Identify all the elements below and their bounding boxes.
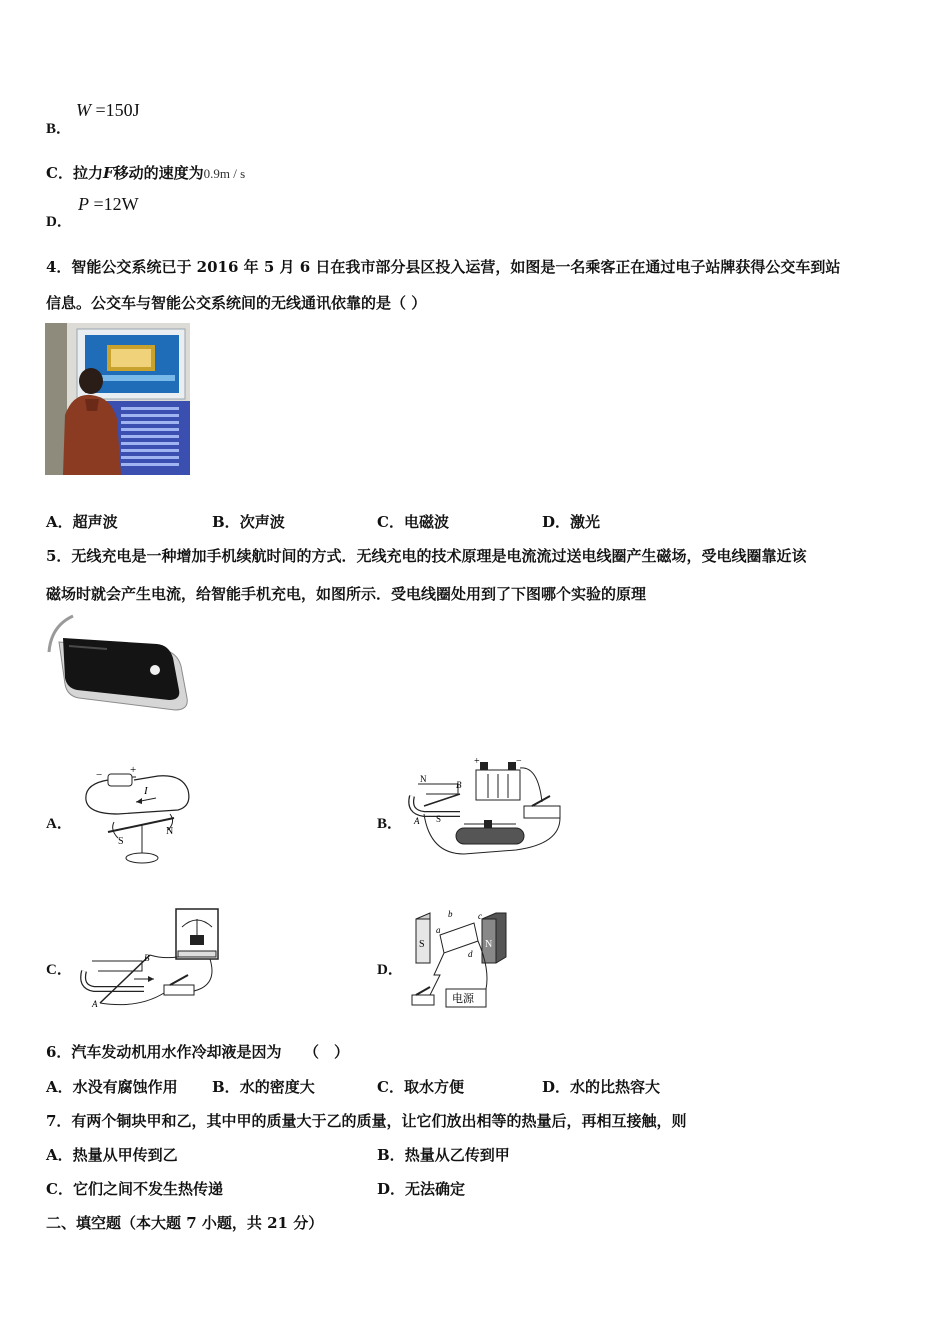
work-value: =150J (91, 100, 140, 120)
q7-option-d-text: 无法确定 (405, 1180, 466, 1198)
power-var: P (78, 194, 89, 214)
speed-value: 0.9m / s (203, 166, 246, 181)
rod-a: A (414, 816, 420, 826)
q6-option-d (542, 1076, 660, 1097)
pole-n: N (485, 939, 493, 950)
q4-option-b-text: 次声波 (239, 513, 285, 531)
rod-b: B (456, 780, 462, 790)
q6-option-a-text: 水没有腐蚀作用 (72, 1078, 178, 1096)
option-b-formula (76, 100, 140, 121)
battery-minus-b: − (516, 758, 522, 767)
q7-option-a-text: 热量从甲传到乙 (72, 1146, 178, 1164)
q7-option-c-letter: C． (46, 1180, 73, 1198)
corner-c: c (478, 911, 482, 921)
q6-option-a-letter: A． (46, 1078, 73, 1096)
option-c-text-post: 移动的速度为 (113, 164, 204, 182)
q5-option-d-letter: D． (377, 962, 403, 978)
q7-option-a-letter: A． (46, 1146, 73, 1164)
power-value: =12W (89, 194, 139, 214)
q7-option-d (377, 1178, 465, 1199)
rod-c-a: A (92, 999, 98, 1009)
induction-galvanometer-diagram (78, 905, 224, 1013)
q7-option-c (46, 1178, 223, 1199)
needle-n: N (166, 826, 174, 837)
option-d-formula (78, 194, 139, 215)
q4-option-a-letter: A． (46, 513, 73, 531)
q7-option-c-text: 它们之间不发生热传递 (72, 1180, 223, 1198)
q4-option-a-text: 超声波 (72, 513, 118, 531)
q4-stem-line1: 4．智能公交系统已于 2016 年 5 月 6 日在我市部分县区投入运营，如图是一名乘客正在通过电子站牌获得公交车到站 (46, 258, 841, 276)
option-d-letter: D． (46, 214, 72, 230)
oersted-diagram (78, 760, 198, 868)
work-var: W (76, 100, 91, 120)
q7-option-b (377, 1144, 510, 1165)
pole-s: S (419, 939, 425, 950)
q5-option-c-letter: C． (46, 962, 72, 978)
option-c-text-pre: 拉力 (72, 164, 103, 182)
section-fill-in-title: 二、填空题（本大题 7 小题，共 21 分） (46, 1214, 324, 1232)
q4-stem-line2: 信息。公交车与智能公交系统间的无线通讯依靠的是（ ） (46, 294, 427, 312)
magnet-s: S (436, 814, 442, 824)
q6-stem: 6．汽车发动机用水作冷却液是因为 （ ） (46, 1043, 349, 1061)
wireless-charger-photo (45, 612, 195, 716)
force-var: F (102, 164, 114, 182)
q7-stem: 7．有两个铜块甲和乙，其中甲的质量大于乙的质量，让它们放出相等的热量后，再相互接触，则 (46, 1112, 687, 1130)
q4-option-d (542, 511, 600, 532)
option-b-letter: B． (46, 121, 72, 137)
q6-option-d-text: 水的比热容大 (570, 1078, 661, 1096)
corner-d: d (468, 949, 473, 959)
q6-option-a (46, 1076, 178, 1097)
q4-option-a (46, 511, 118, 532)
q6-option-d-letter: D． (542, 1078, 571, 1096)
electromagnetic-circuit-diagram (404, 758, 572, 866)
q5-stem-line2: 磁场时就会产生电流，给智能手机充电，如图所示．受电线圈处用到了下图哪个实验的原理 (46, 585, 647, 603)
power-supply-label: 电源 (452, 993, 474, 1005)
q5-stem-line1: 5．无线充电是一种增加手机续航时间的方式．无线充电的技术原理是电流流过送电线圈产生磁场，受电线圈靠近该 (46, 547, 807, 565)
option-c-letter: C． (46, 164, 73, 182)
q4-option-b-letter: B． (212, 513, 240, 531)
corner-b: b (448, 909, 453, 919)
q7-option-b-text: 热量从乙传到甲 (404, 1146, 510, 1164)
needle-s: S (118, 836, 124, 847)
q5-option-b-letter: B． (377, 816, 403, 832)
magnet-n: N (420, 774, 427, 784)
q7-option-b-letter: B． (377, 1146, 405, 1164)
q4-option-b (212, 511, 285, 532)
rod-c-b: B (144, 953, 150, 963)
q6-option-c-text: 取水方便 (403, 1078, 464, 1096)
q4-option-d-text: 激光 (570, 513, 601, 531)
corner-a: a (436, 925, 441, 935)
q4-option-c-letter: C． (377, 513, 404, 531)
battery-minus: − (96, 769, 103, 781)
current-label: I (144, 785, 148, 797)
q6-option-b-text: 水的密度大 (239, 1078, 315, 1096)
q6-option-c-letter: C． (377, 1078, 404, 1096)
q5-option-a-letter: A． (46, 816, 72, 832)
q6-option-c (377, 1076, 464, 1097)
option-c (46, 162, 245, 183)
q7-option-d-letter: D． (377, 1180, 406, 1198)
q6-option-b-letter: B． (212, 1078, 240, 1096)
q4-option-c-text: 电磁波 (403, 513, 449, 531)
q7-option-a (46, 1144, 178, 1165)
wire-in-magnetic-field-diagram (404, 905, 512, 1013)
battery-plus-b: + (474, 758, 480, 767)
bus-stop-photo (45, 323, 190, 475)
q6-option-b (212, 1076, 315, 1097)
q4-option-c (377, 511, 449, 532)
q4-option-d-letter: D． (542, 513, 571, 531)
battery-plus: + (130, 764, 137, 776)
